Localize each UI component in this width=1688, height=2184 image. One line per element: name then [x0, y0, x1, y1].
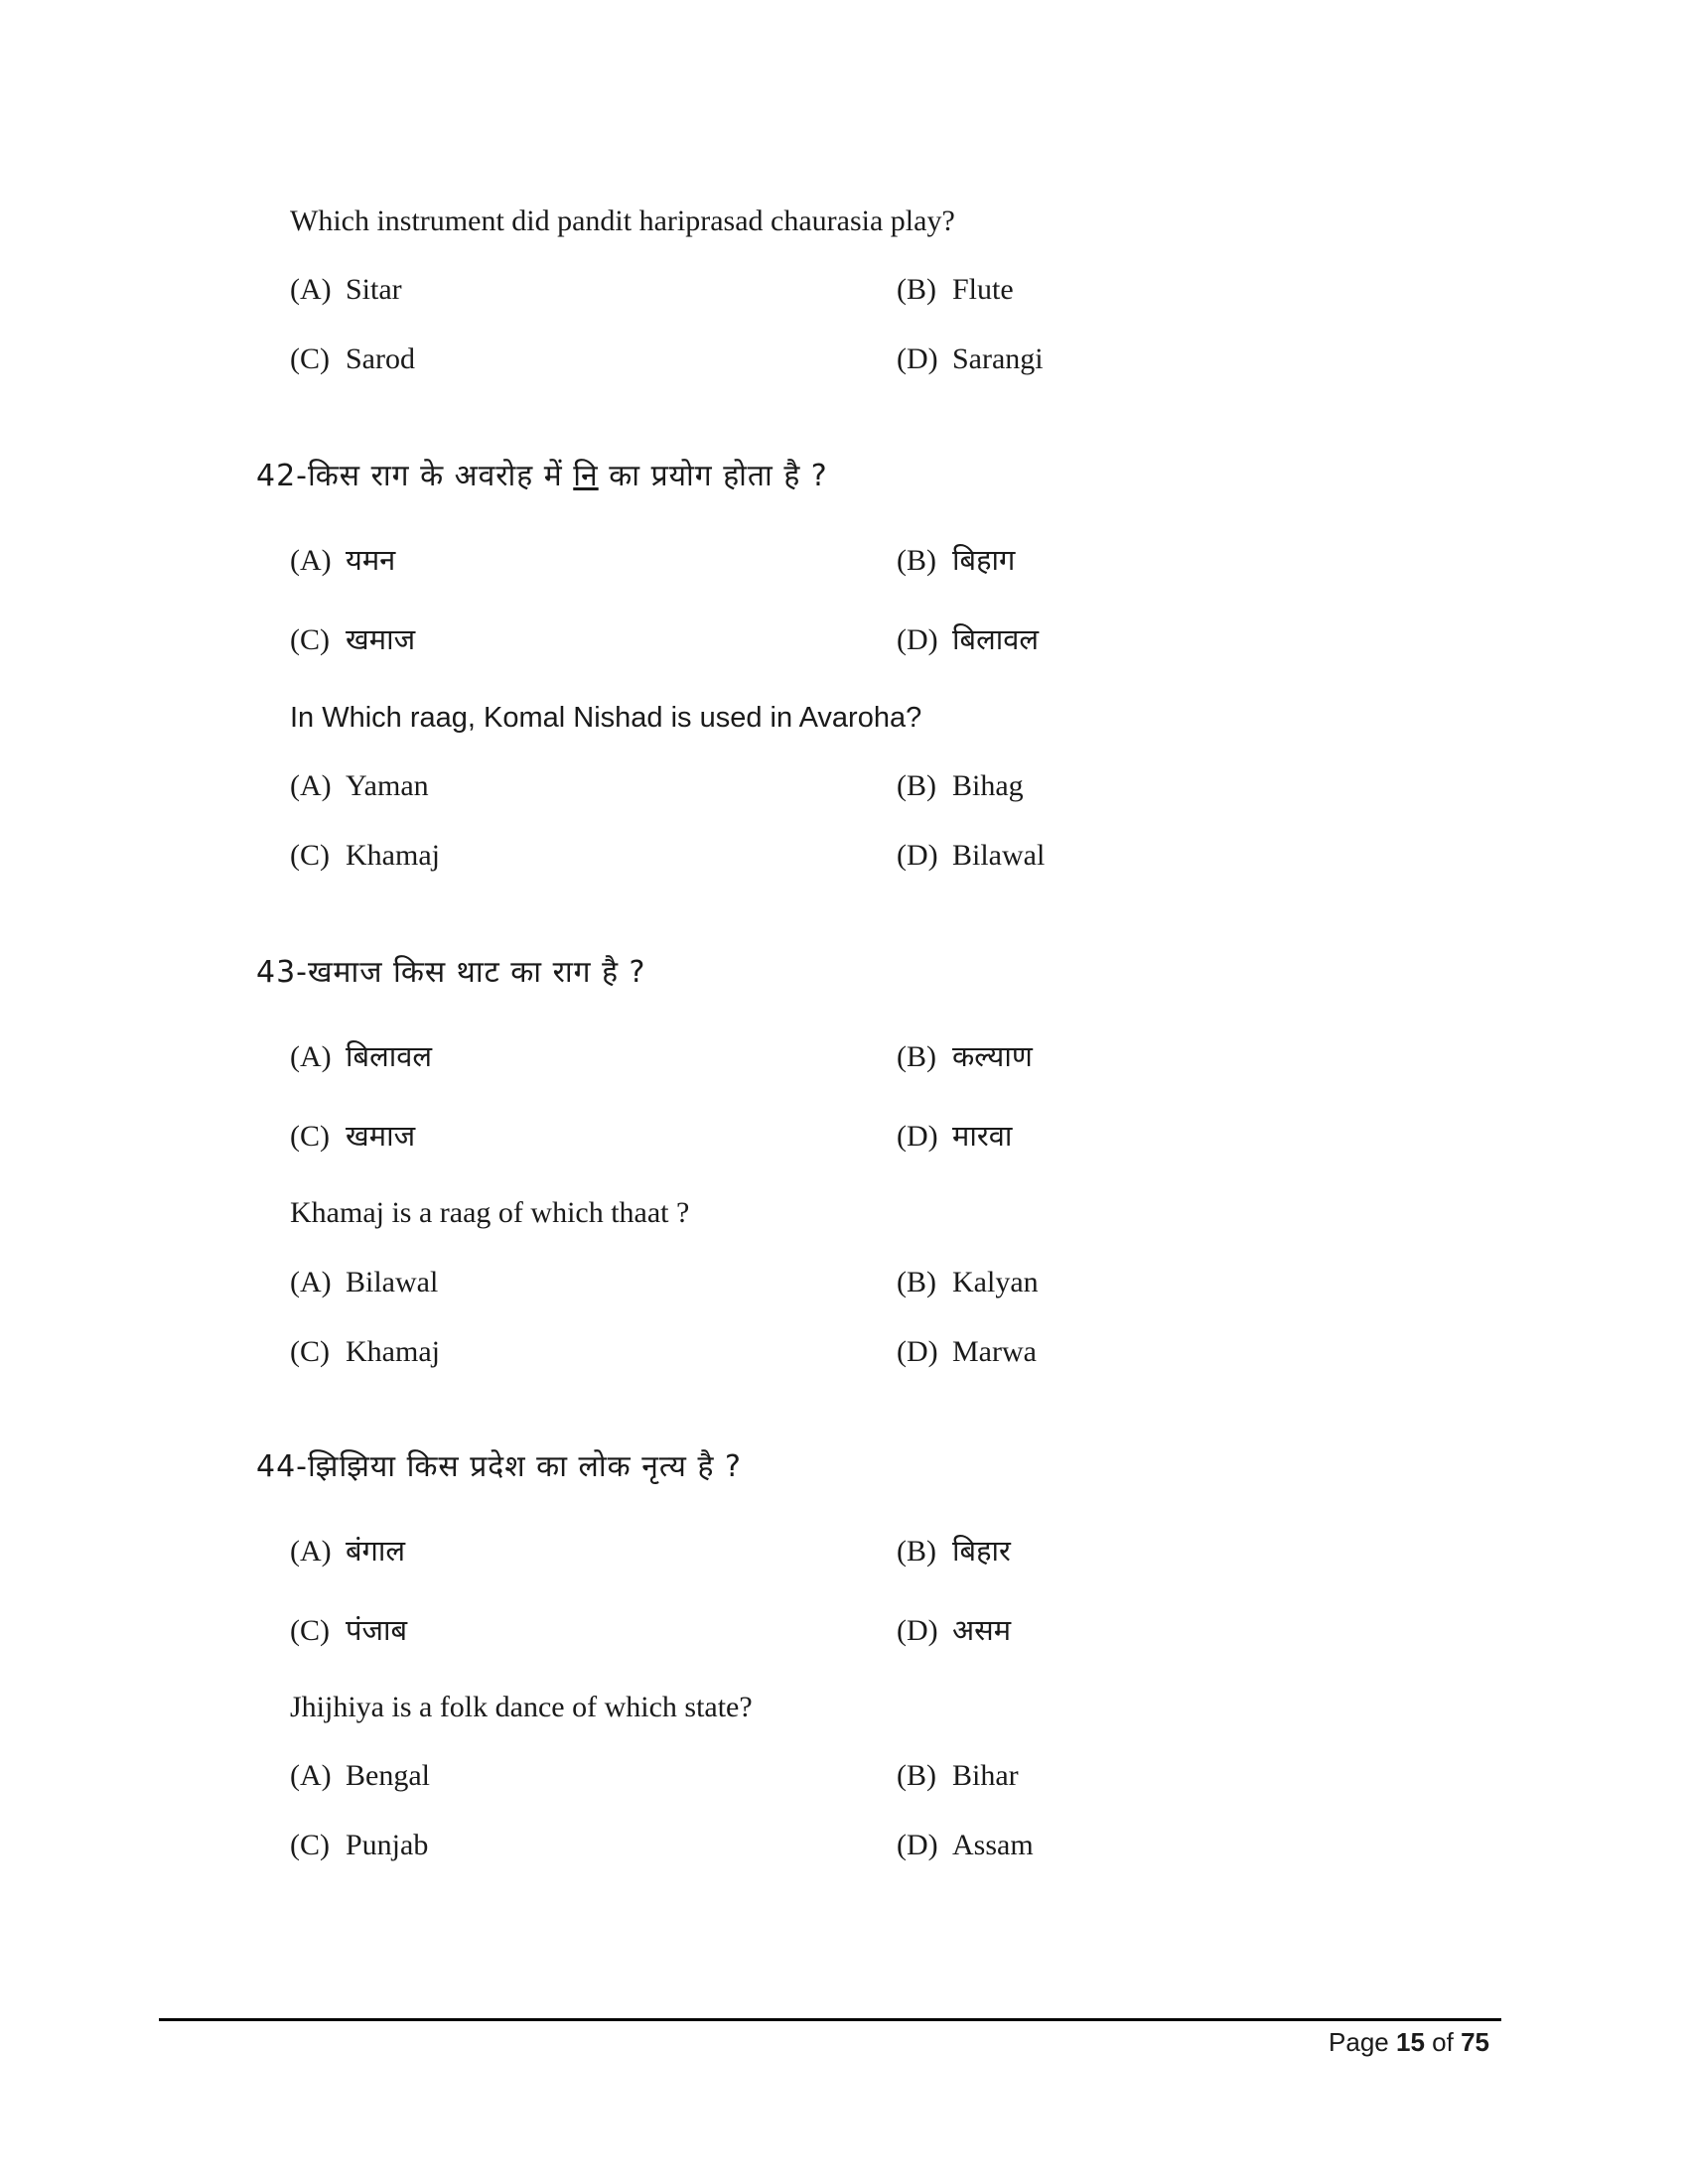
q43-option-d-en: (D) Marwa [897, 1335, 1037, 1368]
q43-option-c-en: (C) Khamaj [290, 1335, 440, 1368]
q41-question-en: Which instrument did pandit hariprasad chaurasia play? [290, 205, 955, 237]
q43-option-a-en: (A) Bilawal [290, 1266, 439, 1298]
q44-option-d-en: (D) Assam [897, 1829, 1034, 1861]
footer-divider [159, 2018, 1501, 2021]
q43-option-b-hi: (B) कल्याण [897, 1039, 1033, 1073]
komal-ni-underlined: नि [573, 459, 599, 493]
q43-option-b-en: (B) Kalyan [897, 1266, 1039, 1298]
q43-option-a-hi: (A) बिलावल [290, 1039, 433, 1073]
q41-option-b: (B) Flute [897, 273, 1014, 306]
q42-option-a-hi: (A) यमन [290, 543, 396, 577]
q44-question-en: Jhijhiya is a folk dance of which state? [290, 1691, 753, 1723]
q44-option-c-en: (C) Punjab [290, 1829, 429, 1861]
q42-option-c-en: (C) Khamaj [290, 839, 440, 872]
q41-option-d: (D) Sarangi [897, 342, 1044, 375]
q42-option-b-hi: (B) बिहाग [897, 543, 1016, 577]
q44-option-b-hi: (B) बिहार [897, 1534, 1011, 1568]
q44-option-b-en: (B) Bihar [897, 1759, 1019, 1792]
q42-question-en: In Which raag, Komal Nishad is used in Avaroha? [290, 702, 922, 734]
q42-option-c-hi: (C) खमाज [290, 622, 416, 656]
q42-question-hi: 42-किस राग के अवरोह में नि का प्रयोग होता है ? [256, 459, 828, 493]
q42-option-d-hi: (D) बिलावल [897, 622, 1040, 656]
q43-question-en: Khamaj is a raag of which thaat ? [290, 1196, 690, 1229]
q43-question-hi: 43-खमाज किस थाट का राग है ? [256, 955, 646, 990]
q41-option-a: (A) Sitar [290, 273, 402, 306]
q42-option-b-en: (B) Bihag [897, 769, 1024, 802]
q42-option-a-en: (A) Yaman [290, 769, 429, 802]
q44-option-c-hi: (C) पंजाब [290, 1613, 408, 1647]
page-number: Page 15 of 75 [1329, 2027, 1489, 2057]
q44-option-a-hi: (A) बंगाल [290, 1534, 406, 1568]
q44-question-hi: 44-झिझिया किस प्रदेश का लोक नृत्य है ? [256, 1449, 742, 1484]
q44-option-a-en: (A) Bengal [290, 1759, 430, 1792]
q44-option-d-hi: (D) असम [897, 1613, 1012, 1647]
q43-option-d-hi: (D) मारवा [897, 1119, 1013, 1153]
q43-option-c-hi: (C) खमाज [290, 1119, 416, 1153]
q42-option-d-en: (D) Bilawal [897, 839, 1046, 872]
q41-option-c: (C) Sarod [290, 342, 415, 375]
